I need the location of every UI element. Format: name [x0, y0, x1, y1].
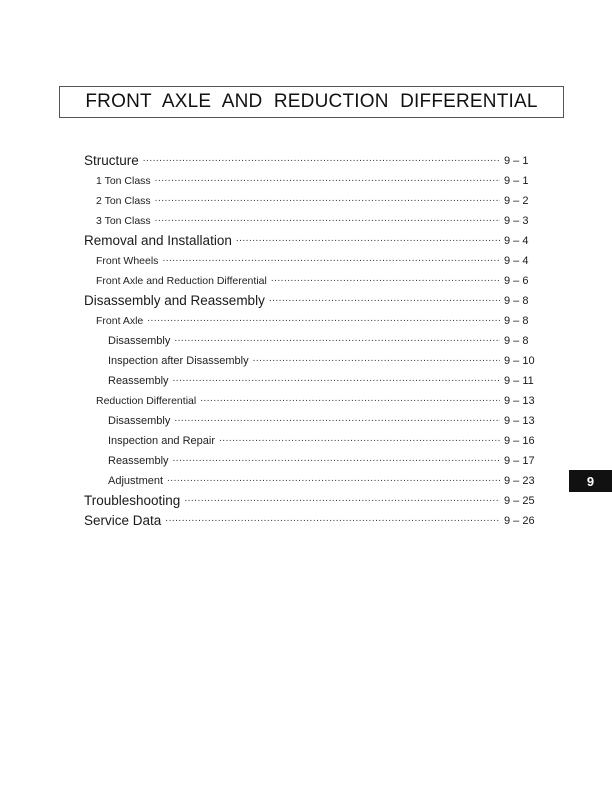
toc-entry-page: 9 – 8	[500, 295, 540, 307]
toc-entry-label: Disassembly	[84, 415, 174, 427]
toc-entry-label: Removal and Installation	[84, 233, 236, 248]
toc-entry-page: 9 – 1	[500, 175, 540, 187]
toc-entry[interactable]	[84, 288, 540, 308]
toc-entry-label: Service Data	[84, 513, 165, 528]
toc-entry-label: 1 Ton Class	[84, 175, 155, 187]
toc-entry[interactable]	[84, 428, 540, 448]
dot-leader	[184, 492, 500, 506]
toc-entry-label: 3 Ton Class	[84, 215, 155, 227]
toc-entry-page: 9 – 8	[500, 315, 540, 327]
dot-leader	[253, 352, 500, 366]
toc-entry[interactable]	[84, 148, 540, 168]
toc-entry-page: 9 – 25	[500, 495, 540, 507]
toc-entry-page: 9 – 6	[500, 275, 540, 287]
toc-entry-label: 2 Ton Class	[84, 195, 155, 207]
dot-leader	[165, 512, 500, 526]
toc-entry-label: Inspection and Repair	[84, 435, 219, 447]
dot-leader	[174, 412, 500, 426]
toc-entry-label: Troubleshooting	[84, 493, 184, 508]
dot-leader	[155, 172, 500, 186]
dot-leader	[271, 272, 500, 286]
toc-entry-label: Disassembly and Reassembly	[84, 293, 269, 308]
section-tab: 9	[569, 470, 612, 492]
toc-entry-label: Structure	[84, 153, 143, 168]
toc-entry[interactable]	[84, 388, 540, 408]
toc-entry[interactable]	[84, 488, 540, 508]
toc-entry-page: 9 – 13	[500, 395, 540, 407]
dot-leader	[143, 152, 500, 166]
toc-entry[interactable]	[84, 508, 540, 528]
toc-entry-page: 9 – 8	[500, 335, 540, 347]
dot-leader	[167, 472, 500, 486]
toc-entry-page: 9 – 2	[500, 195, 540, 207]
dot-leader	[269, 292, 500, 306]
dot-leader	[174, 332, 500, 346]
dot-leader	[162, 252, 500, 266]
toc-entry-page: 9 – 16	[500, 435, 540, 447]
toc-entry[interactable]	[84, 248, 540, 268]
toc-entry-label: Front Axle and Reduction Differential	[84, 275, 271, 287]
toc-entry[interactable]	[84, 328, 540, 348]
toc-entry-label: Reassembly	[84, 375, 173, 387]
toc-entry[interactable]	[84, 268, 540, 288]
toc-entry-page: 9 – 4	[500, 255, 540, 267]
toc-entry-label: Inspection after Disassembly	[84, 355, 253, 367]
toc-entry-page: 9 – 1	[500, 155, 540, 167]
toc-entry-label: Adjustment	[84, 475, 167, 487]
toc-entry-page: 9 – 11	[500, 375, 540, 387]
dot-leader	[200, 392, 500, 406]
toc-entry[interactable]	[84, 348, 540, 368]
dot-leader	[155, 192, 500, 206]
toc-entry[interactable]	[84, 208, 540, 228]
toc-entry-page: 9 – 17	[500, 455, 540, 467]
toc-entry[interactable]	[84, 308, 540, 328]
chapter-title: FRONT AXLE AND REDUCTION DIFFERENTIAL	[85, 91, 538, 112]
toc-entry[interactable]	[84, 448, 540, 468]
toc-entry[interactable]	[84, 368, 540, 388]
table-of-contents	[84, 148, 540, 528]
toc-entry-page: 9 – 13	[500, 415, 540, 427]
toc-entry-label: Front Axle	[84, 315, 147, 327]
toc-entry[interactable]	[84, 228, 540, 248]
toc-entry-label: Reduction Differential	[84, 395, 200, 407]
dot-leader	[173, 372, 500, 386]
toc-entry-page: 9 – 4	[500, 235, 540, 247]
toc-entry-label: Disassembly	[84, 335, 174, 347]
toc-entry-page: 9 – 23	[500, 475, 540, 487]
toc-entry-page: 9 – 3	[500, 215, 540, 227]
toc-entry-label: Reassembly	[84, 455, 173, 467]
toc-entry[interactable]	[84, 168, 540, 188]
toc-entry-page: 9 – 26	[500, 515, 540, 527]
toc-entry[interactable]	[84, 468, 540, 488]
dot-leader	[155, 212, 500, 226]
dot-leader	[236, 232, 500, 246]
chapter-title-box	[59, 86, 564, 118]
dot-leader	[173, 452, 500, 466]
toc-entry-label: Front Wheels	[84, 255, 162, 267]
dot-leader	[219, 432, 500, 446]
toc-entry-page: 9 – 10	[500, 355, 540, 367]
toc-entry[interactable]	[84, 188, 540, 208]
dot-leader	[147, 312, 500, 326]
toc-entry[interactable]	[84, 408, 540, 428]
